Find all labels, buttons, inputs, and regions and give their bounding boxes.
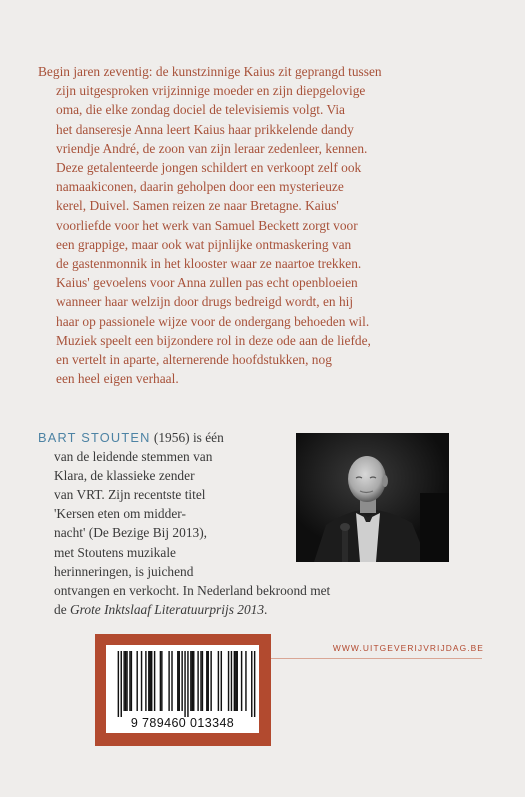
barcode-bar [228, 651, 229, 711]
blurb-line: Kaius' gevoelens voor Anna zullen pas echt openbloeien [56, 275, 358, 291]
barcode-bar [192, 651, 193, 711]
barcode-bar [187, 651, 188, 717]
barcode-bar [129, 651, 130, 711]
blurb-line: oma, die elke zondag dociel de televisiemis volgt. Via [56, 102, 345, 118]
barcode-bar [168, 651, 169, 711]
barcode-bar [145, 651, 146, 711]
barcode-bar [251, 651, 252, 717]
barcode-bar [151, 651, 152, 711]
barcode-bar [136, 651, 137, 711]
barcode-bar [150, 651, 151, 711]
barcode-bar [197, 651, 198, 711]
barcode-bar [148, 651, 149, 711]
barcode-bar [179, 651, 180, 711]
blurb-line: vriendje André, de zoon van zijn leraar zedenleer, kennen. [56, 140, 368, 156]
barcode-bar [234, 651, 235, 711]
prize-name: Grote Inktslaaf Literatuurprijs 2013 [70, 602, 265, 618]
author-photo-image [296, 433, 449, 562]
blurb-line: wanneer haar welzijn door drugs bedreigd wordt, en hij [56, 294, 354, 310]
barcode-bar [210, 651, 211, 711]
barcode-bar [160, 651, 161, 711]
author-bio-first-line [38, 428, 308, 447]
author-bio [38, 428, 308, 581]
barcode-bar [200, 651, 201, 711]
blurb-line: haar op passionele wijze voor de ondergang behoeden wil. [56, 313, 370, 329]
barcode-bar [161, 651, 162, 711]
author-photo [296, 433, 449, 562]
author-bio-prize-suffix: . [264, 602, 268, 618]
barcode-bar [171, 651, 172, 711]
blurb-line: en vertelt in aparte, alternerende hoofdstukken, nog [56, 352, 332, 368]
barcode-bar [125, 651, 126, 711]
barcode-bar [193, 651, 194, 711]
barcode-bar [206, 651, 207, 711]
blurb-line: Begin jaren zeventig: de kunstzinnige Kaius zit geprangd tussen [38, 64, 382, 79]
barcode-bar [126, 651, 127, 711]
barcode-bar [190, 651, 191, 711]
barcode-bar [118, 651, 119, 717]
barcode-bar [218, 651, 219, 711]
author-bio-line: van de leidende stemmen van [54, 449, 213, 465]
blurb-line: namaakiconen, daarin geholpen door een mysterieuze [56, 179, 344, 195]
barcode-bar [184, 651, 185, 717]
author-bio-line: 'Kersen eten om midder- [54, 506, 186, 522]
blurb-line: Muziek speelt een bijzondere rol in deze ode aan de liefde, [56, 332, 371, 348]
blurb-line: Deze getalenteerde jongen schildert en verkoopt zelf ook [56, 160, 362, 176]
author-bio-line: nacht' (De Bezige Bij 2013), [54, 525, 208, 541]
barcode-bar [131, 651, 132, 711]
barcode-bar [154, 651, 155, 711]
blurb-line: zijn uitgesproken vrijzinnige moeder en zijn diepgelovige [56, 83, 366, 99]
author-bio-line: Klara, de klassieke zender [54, 468, 195, 484]
blurb-line: het danseresje Anna leert Kaius haar prikkelende dandy [56, 121, 354, 137]
barcode-bar [202, 651, 203, 711]
blurb-text [38, 62, 478, 388]
barcode-bar [237, 651, 238, 711]
author-bio-line: herinneringen, is juichend [54, 563, 194, 579]
blurb-line: de gastenmonnik in het klooster waar ze naartoe trekken. [56, 256, 362, 272]
author-bio-prize-prefix: de [54, 602, 70, 618]
barcode-bar [254, 651, 255, 717]
barcode-bar [177, 651, 178, 711]
divider-line [270, 658, 482, 659]
barcode-bar [208, 651, 209, 711]
publisher-website: WWW.UITGEVERIJVRIJDAG.BE [332, 643, 484, 653]
blurb-line: een heel eigen verhaal. [56, 371, 179, 387]
author-name: BART STOUTEN [38, 430, 151, 445]
barcode-bar [123, 651, 124, 711]
barcode-bar [141, 651, 142, 711]
author-bio-line: met Stoutens muzikale [54, 544, 176, 560]
author-bio-line: ontvangen en verkocht. In Nederland bekroond met [54, 583, 331, 598]
author-bio-prize-line [54, 600, 494, 619]
author-bio-tail [54, 581, 494, 619]
blurb-line: een grappige, maar ook wat pijnlijke ontmaskering van [56, 236, 352, 252]
isbn-number: 9 789460 013348 [130, 716, 235, 730]
barcode-bar [221, 651, 222, 711]
barcode-bar [181, 651, 182, 711]
barcode-bar [121, 651, 122, 717]
blurb-line: voorliefde voor het werk van Samuel Beckett zorgt voor [56, 217, 358, 233]
barcode-bar [241, 651, 242, 711]
barcode-bar [231, 651, 232, 711]
barcode-bar [235, 651, 236, 711]
blurb-line: kerel, Duivel. Samen reizen ze naar Bretagne. Kaius' [56, 198, 339, 214]
barcode-bar [245, 651, 246, 711]
author-bio-line: van VRT. Zijn recentste titel [54, 487, 206, 503]
author-bio-first-rest: (1956) is één [150, 430, 224, 445]
